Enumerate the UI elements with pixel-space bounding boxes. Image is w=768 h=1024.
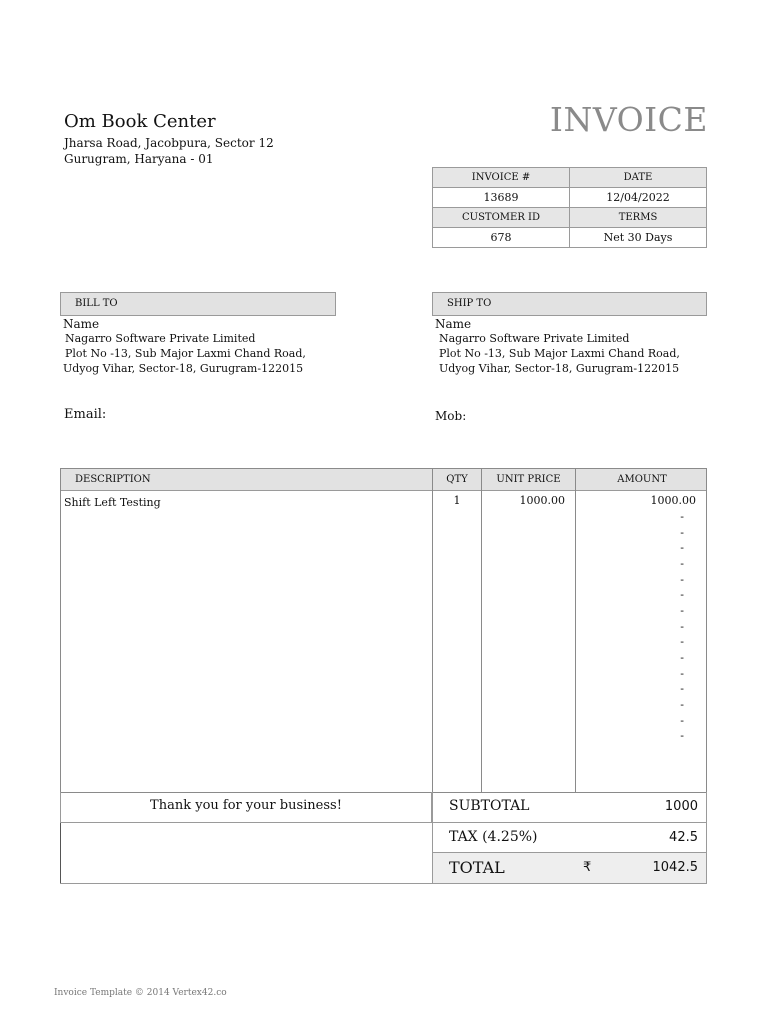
description-header: DESCRIPTION — [75, 474, 151, 485]
ship-to-name-label: Name — [435, 317, 472, 331]
line-items-table — [60, 468, 707, 793]
item-description: Shift Left Testing — [64, 496, 161, 509]
tax-value: 42.5 — [669, 830, 698, 845]
date-label: DATE — [570, 168, 707, 188]
amount-header: AMOUNT — [617, 474, 667, 485]
company-name: Om Book Center — [64, 111, 216, 132]
ship-to-address-line-1: Plot No -13, Sub Major Laxmi Chand Road, — [439, 347, 680, 360]
invoice-number-value: 13689 — [433, 188, 570, 208]
date-value: 12/04/2022 — [570, 188, 707, 208]
ship-to-address-line-2: Udyog Vihar, Sector-18, Gurugram-122015 — [439, 362, 680, 375]
template-credit: Invoice Template © 2014 Vertex42.co — [54, 988, 227, 998]
item-unit-price: 1000.00 — [519, 494, 565, 507]
terms-value: Net 30 Days — [570, 228, 707, 248]
empty-amount-placeholder: - — [680, 541, 684, 554]
company-address-line-2: Gurugram, Haryana - 01 — [64, 152, 214, 166]
empty-amount-placeholder: - — [680, 635, 684, 648]
qty-header: QTY — [446, 474, 468, 485]
mob-label: Mob: — [435, 409, 467, 423]
tax-row — [432, 823, 707, 854]
empty-amount-placeholder: - — [680, 604, 684, 617]
notes-box-border — [60, 823, 61, 884]
ship-to-header: SHIP TO — [432, 292, 707, 316]
tax-label: TAX (4.25%) — [449, 829, 538, 845]
item-qty: 1 — [453, 494, 461, 507]
terms-label: TERMS — [570, 208, 707, 228]
empty-amount-placeholder: - — [680, 573, 684, 586]
item-amount: 1000.00 — [650, 494, 696, 507]
total-value: 1042.5 — [652, 860, 698, 875]
column-divider — [481, 469, 482, 792]
email-label: Email: — [64, 407, 107, 422]
empty-amount-placeholder: - — [680, 667, 684, 680]
invoice-number-label: INVOICE # — [433, 168, 570, 188]
empty-amount-placeholder: - — [680, 588, 684, 601]
bill-to-name-label: Name — [63, 317, 100, 331]
empty-amount-placeholder: - — [680, 714, 684, 727]
subtotal-value: 1000 — [664, 799, 698, 814]
company-address-line-1: Jharsa Road, Jacobpura, Sector 12 — [64, 136, 274, 150]
unit-price-header: UNIT PRICE — [496, 474, 561, 485]
invoice-meta-table — [432, 167, 707, 248]
empty-amount-placeholder: - — [680, 729, 684, 742]
empty-amount-placeholder: - — [680, 698, 684, 711]
empty-amount-placeholder: - — [680, 682, 684, 695]
empty-amount-placeholder: - — [680, 510, 684, 523]
bill-to-address-line-1: Plot No -13, Sub Major Laxmi Chand Road, — [65, 347, 306, 360]
notes-box-bottom — [60, 883, 432, 884]
rupee-currency-symbol: ₹ — [583, 860, 592, 875]
total-label: TOTAL — [449, 858, 505, 877]
customer-id-value: 678 — [433, 228, 570, 248]
subtotal-row — [432, 792, 707, 823]
column-divider — [432, 469, 433, 792]
empty-amount-placeholder: - — [680, 651, 684, 664]
empty-amount-placeholder: - — [680, 526, 684, 539]
total-row — [432, 852, 707, 884]
empty-amount-placeholder: - — [680, 557, 684, 570]
subtotal-label: SUBTOTAL — [449, 798, 530, 814]
bill-to-header: BILL TO — [60, 292, 336, 316]
empty-amount-placeholder: - — [680, 620, 684, 633]
bill-to-company: Nagarro Software Private Limited — [65, 332, 256, 345]
invoice-title: INVOICE — [549, 100, 708, 139]
customer-id-label: CUSTOMER ID — [433, 208, 570, 228]
column-divider — [575, 469, 576, 792]
thank-you-note: Thank you for your business! — [60, 792, 432, 823]
ship-to-company: Nagarro Software Private Limited — [439, 332, 630, 345]
bill-to-address-line-2: Udyog Vihar, Sector-18, Gurugram-122015 — [63, 362, 304, 375]
